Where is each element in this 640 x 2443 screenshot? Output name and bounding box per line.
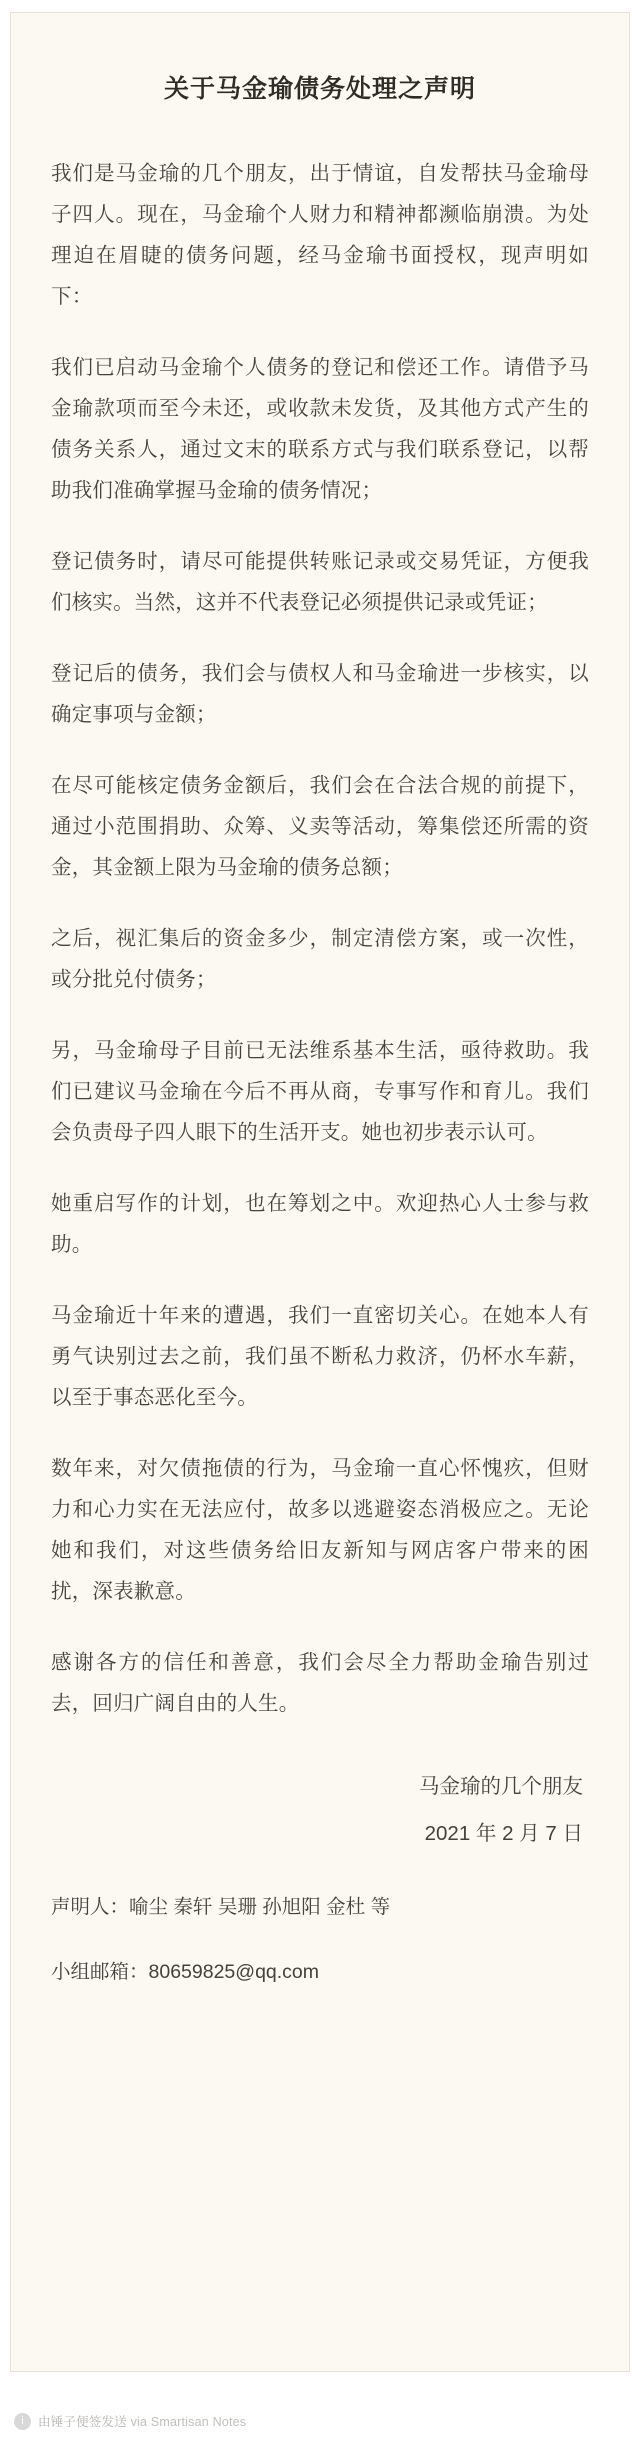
- paragraph: 数年来，对欠债拖债的行为，马金瑜一直心怀愧疚，但财力和心力实在无法应付，故多以逃避姿态消极应之。无论她和我们，对这些债务给旧友新知与网店客户带来的困扰，深表歉意。: [51, 1456, 589, 1603]
- paragraph: 在尽可能核定债务金额后，我们会在合法合规的前提下，通过小范围捐助、众筹、义卖等活动，筹集偿还所需的资金，其金额上限为马金瑜的债务总额；: [51, 773, 589, 879]
- signers-names: 喻尘 秦轩 吴珊 孙旭阳 金杜 等: [129, 1895, 391, 1918]
- statement-sheet: [10, 12, 630, 2372]
- paragraph: 登记债务时，请尽可能提供转账记录或交易凭证，方便我们核实。当然，这并不代表登记必须提供记录或凭证；: [51, 549, 589, 614]
- footer-source: 由锤子便签发送: [38, 2415, 127, 2429]
- paragraph: 之后，视汇集后的资金多少，制定清偿方案，或一次性，或分批兑付债务；: [51, 926, 589, 991]
- footer-text: [38, 2412, 246, 2430]
- email-line: [51, 1953, 589, 1992]
- page-title: 关于马金瑜债务处理之声明: [163, 75, 476, 103]
- paragraph: 马金瑜近十年来的遭遇，我们一直密切关心。在她本人有勇气诀别过去之前，我们虽不断私力救济，仍杯水车薪，以至于事态恶化至今。: [51, 1303, 589, 1409]
- email-address[interactable]: 80659825@qq.com: [148, 1960, 320, 1983]
- paragraph: 我们已启动马金瑜个人债务的登记和偿还工作。请借予马金瑜款项而至今未还，或收款未发货，及其他方式产生的债务关系人，通过文末的联系方式与我们联系登记，以帮助我们准确掌握马金瑜的债务情况；: [51, 355, 589, 502]
- signature: 马金瑜的几个朋友: [419, 1774, 583, 1798]
- signature-date: 2021 年 2 月 7 日: [424, 1821, 583, 1845]
- paragraph: 另，马金瑜母子目前已无法维系基本生活，亟待救助。我们已建议马金瑜在今后不再从商，专事写作和育儿。我们会负责母子四人眼下的生活开支。她也初步表示认可。: [51, 1038, 589, 1144]
- paragraph: 感谢各方的信任和善意，我们会尽全力帮助金瑜告别过去，回归广阔自由的人生。: [51, 1650, 589, 1715]
- paragraph: 登记后的债务，我们会与债权人和马金瑜进一步核实，以确定事项与金额；: [51, 661, 589, 726]
- footer-via: via Smartisan Notes: [130, 2415, 247, 2429]
- paragraph: 我们是马金瑜的几个朋友，出于情谊，自发帮扶马金瑜母子四人。现在，马金瑜个人财力和精神都濒临崩溃。为处理迫在眉睫的债务问题，经马金瑜书面授权，现声明如下：: [51, 161, 589, 308]
- signers-line: [51, 1888, 589, 1927]
- paragraph: 她重启写作的计划，也在筹划之中。欢迎热心人士参与救助。: [51, 1191, 589, 1256]
- app-footer: [0, 2399, 640, 2443]
- email-label: 小组邮箱：: [51, 1960, 149, 1983]
- signers-label: 声明人：: [51, 1895, 130, 1918]
- info-icon: i: [14, 2413, 31, 2430]
